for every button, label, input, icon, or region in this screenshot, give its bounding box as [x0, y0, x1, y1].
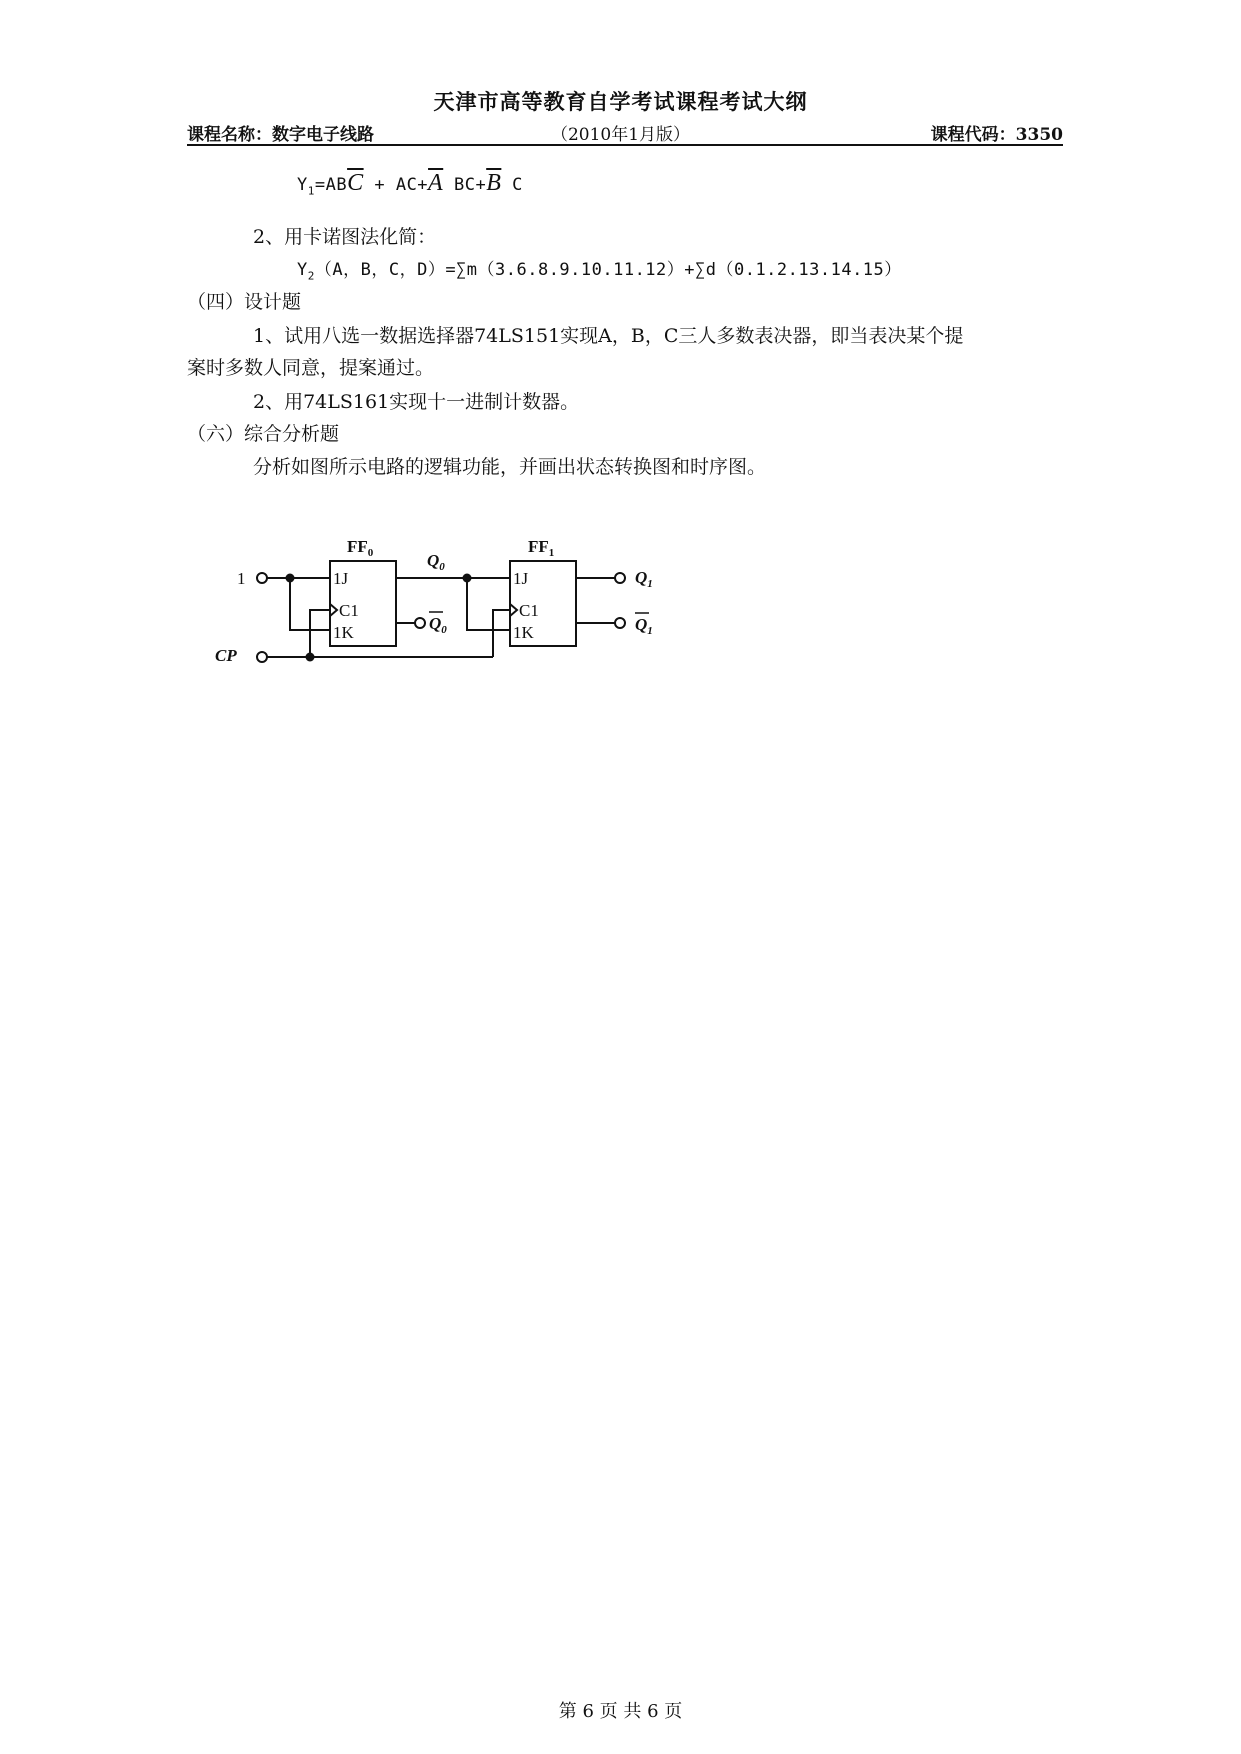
ff1-clock-marker — [510, 604, 517, 616]
jk-flipflop-circuit — [215, 520, 685, 680]
label-input-1: 1 — [237, 569, 246, 588]
header-rule — [187, 144, 1063, 146]
design-question-1-line-1: 1、试用八选一数据选择器74LS151实现A，B，C三人多数表决器，即当表决某个提 — [253, 325, 964, 347]
eq1-term4: C — [512, 175, 523, 195]
label-q0: $Q_0$ — [427, 551, 445, 573]
label-cp: CP — [215, 646, 237, 665]
junction-dot-cp — [306, 653, 315, 662]
section-6-heading: （六）综合分析题 — [187, 423, 340, 445]
eq1-term2: + AC+ — [374, 175, 429, 195]
eq2-rhs: （A，B，C，D）=∑m（3.6.8.9.10.11.12）+∑d（0.1.2.13.14.15） — [314, 260, 902, 280]
q1-terminal — [615, 573, 625, 583]
course-name: 课程名称：数字电子线路 — [187, 125, 374, 145]
ff0-clock-marker — [330, 604, 337, 616]
eq1-bar-b: $\overline{B}$ — [486, 170, 502, 196]
ff0-pin-1k: 1K — [333, 623, 354, 642]
ff1-pin-1j: 1J — [513, 569, 529, 588]
edition: （2010年1月版） — [550, 125, 691, 145]
eq2-lhs-sub: 2 — [307, 269, 315, 283]
ff0-pin-c1: C1 — [339, 601, 359, 620]
document-title: 天津市高等教育自学考试课程考试大纲 — [433, 89, 808, 114]
design-question-1-line-2: 案时多数人同意，提案通过。 — [187, 357, 435, 379]
label-q1: $Q_1$ — [635, 568, 653, 590]
junction-dot-input — [286, 574, 295, 583]
eq1-lhs: Y — [297, 175, 308, 195]
eq1-term1: =AB — [314, 175, 348, 195]
equation-y2 — [297, 255, 902, 282]
item-2-karnaugh: 2、用卡诺图法化简： — [253, 226, 437, 248]
page-number: 第 6 页 共 6 页 — [558, 1701, 683, 1722]
course-code: 课程代码：3350 — [930, 125, 1063, 145]
label-q1bar: $Q_1$ — [635, 615, 653, 637]
equation-y1 — [297, 170, 523, 197]
ff1-pin-1k: 1K — [513, 623, 534, 642]
q1bar-terminal — [615, 618, 625, 628]
eq2-lhs: Y — [297, 260, 308, 280]
label-ff1: $FF_1$ — [528, 537, 555, 559]
section-4-heading: （四）设计题 — [187, 291, 302, 313]
eq1-lhs-sub: 1 — [307, 184, 315, 198]
ff1-pin-c1: C1 — [519, 601, 539, 620]
label-ff0: $FF_0$ — [347, 537, 374, 559]
input-1-terminal — [257, 573, 267, 583]
analysis-question: 分析如图所示电路的逻辑功能，并画出状态转换图和时序图。 — [253, 456, 767, 478]
cp-terminal — [257, 652, 267, 662]
eq1-bar-c: $\overline{C}$ — [347, 170, 364, 196]
label-q0bar: $Q_0$ — [429, 614, 447, 636]
eq1-bar-a: $\overline{A}$ — [428, 170, 444, 196]
design-question-2: 2、用74LS161实现十一进制计数器。 — [253, 391, 580, 413]
q0bar-terminal — [415, 618, 425, 628]
ff0-pin-1j: 1J — [333, 569, 349, 588]
eq1-term3: BC+ — [453, 175, 487, 195]
junction-dot-q0 — [463, 574, 472, 583]
